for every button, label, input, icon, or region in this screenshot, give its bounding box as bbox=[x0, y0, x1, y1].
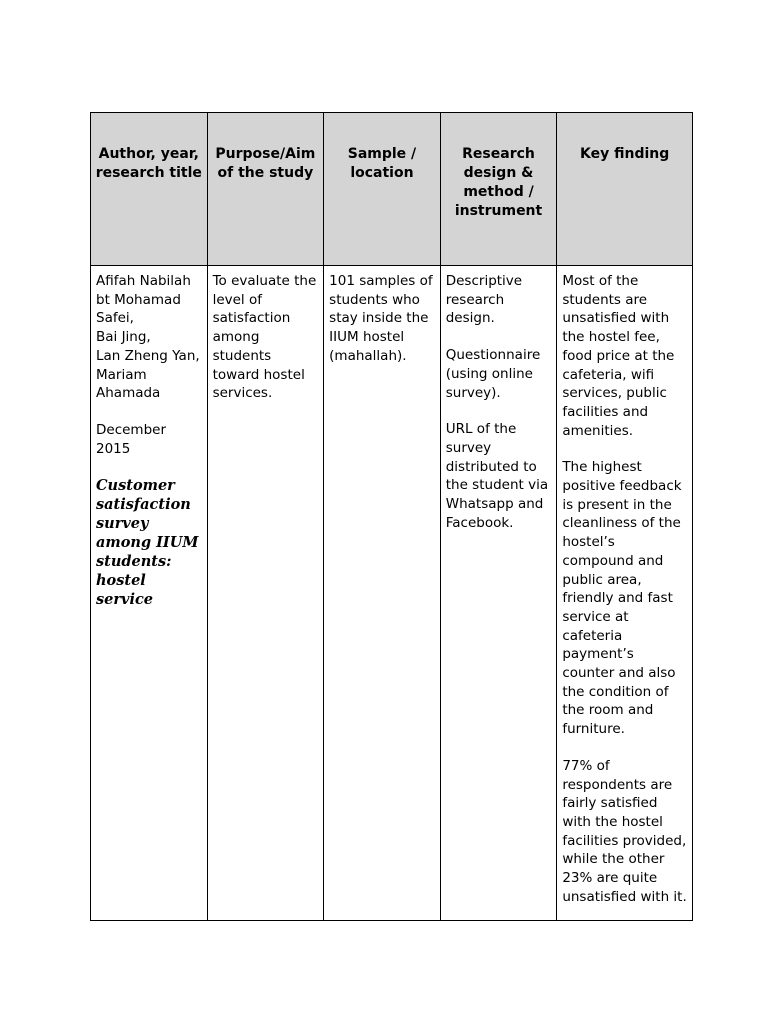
header-sample-location: Sample / location bbox=[324, 113, 441, 266]
table-header-row bbox=[91, 113, 693, 266]
table-row bbox=[91, 266, 693, 921]
authors-block bbox=[96, 272, 202, 403]
method-paragraph: Descriptive research design. bbox=[445, 273, 523, 327]
author-name: Bai Jing, bbox=[96, 329, 151, 346]
cell-key-finding bbox=[557, 266, 693, 921]
sample-text: 101 samples of students who stay inside the IIUM hostel (mahallah). bbox=[329, 273, 433, 364]
publication-date: December 2015 bbox=[96, 421, 167, 457]
finding-paragraph: 77% of respondents are fairly satisfied with the hostel facilities provided, while the other 23% are quite unsatisfied with it. bbox=[562, 757, 687, 905]
header-purpose: Purpose/Aim of the study bbox=[207, 113, 324, 266]
purpose-text: To evaluate the level of satisfaction among students toward hostel services. bbox=[212, 273, 317, 402]
header-author-year-title: Author, year, research title bbox=[91, 113, 208, 266]
cell-author-year-title bbox=[91, 266, 208, 921]
author-name: Mariam Ahamada bbox=[96, 366, 161, 402]
method-paragraph: URL of the survey distributed to the student via Whatsapp and Facebook. bbox=[445, 421, 549, 531]
cell-purpose bbox=[207, 266, 324, 921]
author-name: Lan Zheng Yan, bbox=[96, 347, 200, 364]
finding-paragraph: The highest positive feedback is present in the cleanliness of the hostel’s compound and public area, friendly and fast service at cafeteria payment’s counter and also the condition of the room and furniture. bbox=[562, 459, 682, 738]
method-paragraph: Questionnaire (using online survey). bbox=[445, 347, 541, 401]
cell-research-design bbox=[440, 266, 557, 921]
header-key-finding: Key finding bbox=[557, 113, 693, 266]
author-name: Afifah Nabilah bt Mohamad Safei, bbox=[96, 273, 191, 327]
literature-review-table bbox=[90, 112, 693, 921]
research-title: Customer satisfaction survey among IIUM students: hostel service bbox=[96, 477, 199, 609]
header-research-design: Research design & method / instrument bbox=[440, 113, 557, 266]
cell-sample-location bbox=[324, 266, 441, 921]
finding-paragraph: Most of the students are unsatisfied with the hostel fee, food price at the cafeteria, wifi services, public facilities and amenities. bbox=[562, 273, 675, 439]
